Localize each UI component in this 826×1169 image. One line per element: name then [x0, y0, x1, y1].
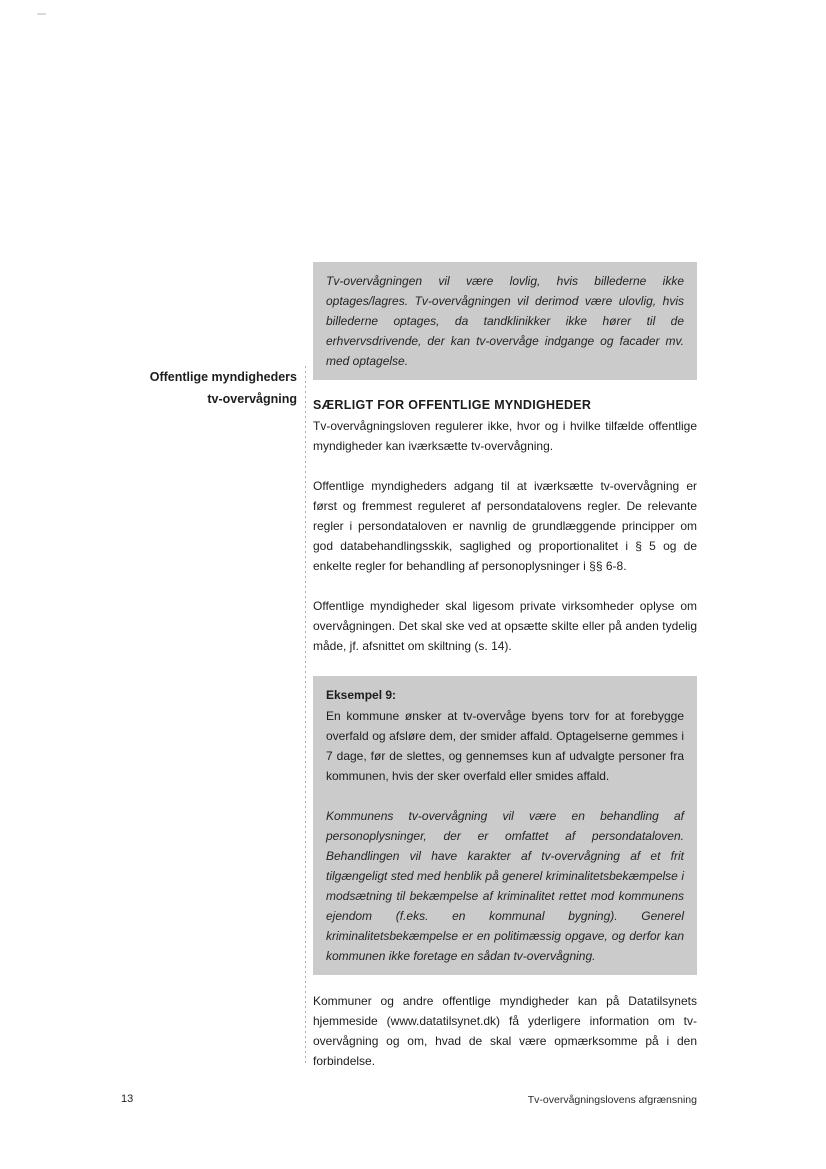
paragraph-1: Tv-overvågningsloven regulerer ikke, hvor og i hvilke tilfælde offentlige myndigheder kan iværksætte tv-overvågning. [313, 419, 697, 453]
section-heading: SÆRLIGT FOR OFFENTLIGE MYNDIGHEDER [313, 398, 592, 412]
paragraph-2: Offentlige myndigheders adgang til at iværksætte tv-overvågning er først og fremmest reguleret af persondatalovens regler. De relevante regler i persondataloven er navnlig de grundlæggende principper om god databehandlingsskik, saglighed og proportionalitet i § 5 og de enkelte regler for behandling af personoplysninger i §§ 6-8. [313, 479, 697, 573]
margin-note-line1: Offentlige myndigheders [149, 370, 297, 384]
example-box-body: En kommune ønsker at tv-overvåge byens torv for at forebygge overfald og afsløre dem, der smider affald. Optagelserne gemmes i 7 dage, før de slettes, og gennemses kun af udvalgte personer fra kommunen, hvis der sker overfald eller smides affald. [326, 709, 684, 783]
example-box [313, 676, 697, 975]
scan-artifact [37, 13, 46, 15]
page-number: 13 [121, 1093, 134, 1105]
paragraph-4: Kommuner og andre offentlige myndigheder kan på Datatilsynets hjemmeside (www.datatilsynet.dk) få yderligere information om tv-overvågning og om, hvad de skal være opmærksomme på i den forbindelse. [313, 994, 697, 1068]
margin-note [122, 366, 297, 410]
paragraph-3: Offentlige myndigheder skal ligesom private virksomheder oplyse om overvågningen. Det skal ske ved at opsætte skilte eller på anden tydelig måde, jf. afsnittet om skiltning (s. 14). [313, 599, 697, 653]
margin-note-line2: tv-overvågning [207, 392, 297, 406]
column-separator-line [305, 366, 306, 1064]
quote-box-text: Tv-overvågningen vil være lovlig, hvis billederne ikke optages/lagres. Tv-overvågningen vil derimod være ulovlig, hvis billederne optages, da tandklinikker ikke hører til de erhvervsdrivende, der kan tv-overvåge indgange og facader mv. med optagelse. [326, 274, 684, 368]
body-column [313, 262, 697, 1091]
example-box-analysis: Kommunens tv-overvågning vil være en behandling af personoplysninger, der er omfattet af persondataloven. Behandlingen vil have karakter af tv-overvågning af et frit tilgængeligt sted med henblik på generel kriminalitetsbekæmpelse i modsætning til bekæmpelse af kriminalitet rettet mod kommunens ejendom (f.eks. en kommunal bygning). Generel kriminalitetsbekæmpelse er en politimæssig opgave, og derfor kan kommunen ikke foretage en sådan tv-overvågning. [326, 809, 684, 963]
running-title: Tv-overvågningslovens afgrænsning [527, 1094, 697, 1106]
example-box-title: Eksempel 9: [326, 688, 397, 702]
quote-box [313, 262, 697, 380]
